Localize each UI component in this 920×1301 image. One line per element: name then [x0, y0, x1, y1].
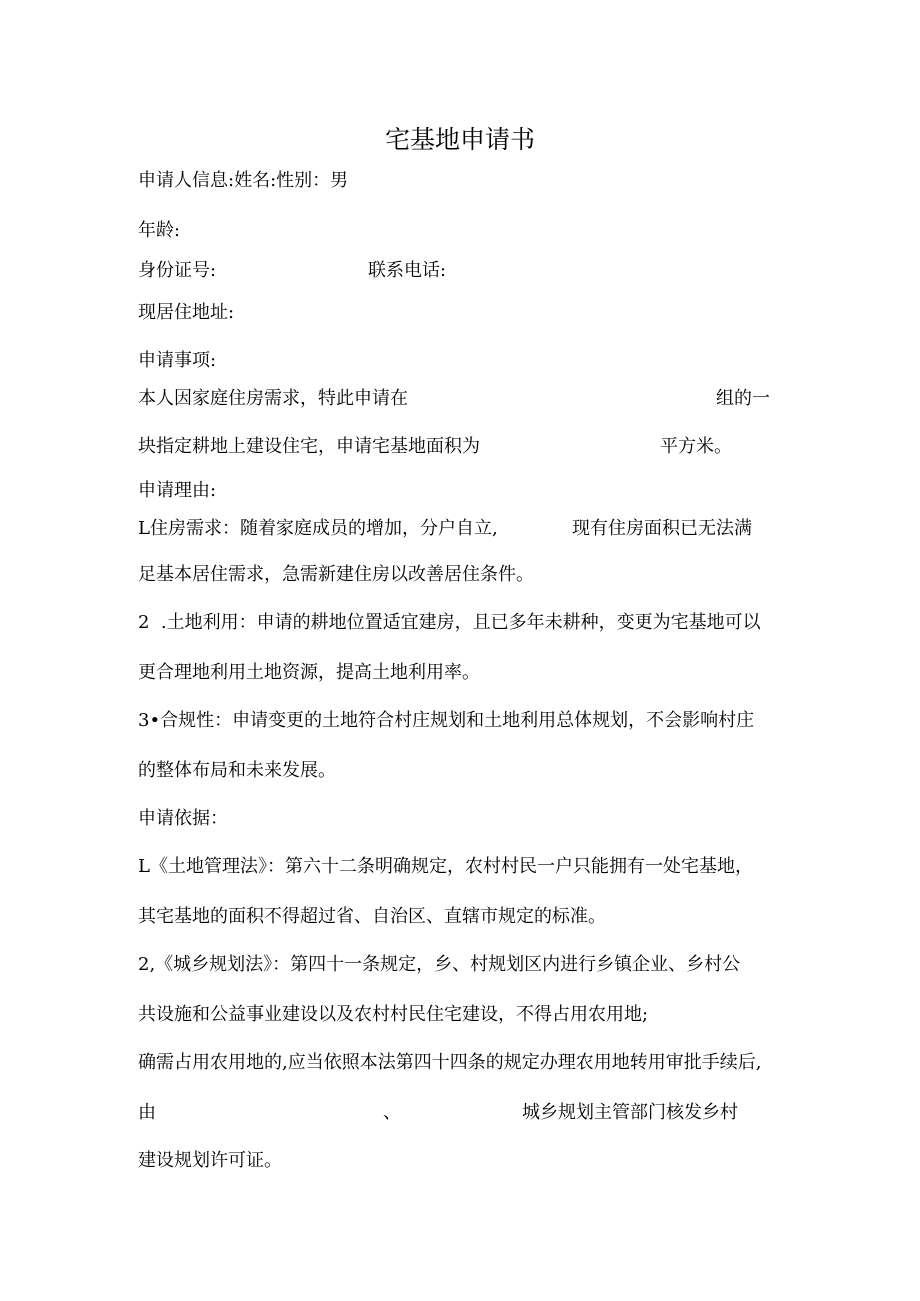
matters-line2-end: 平方米。	[660, 436, 732, 457]
applicant-info: 申请人信息:姓名:性别：男	[138, 170, 349, 191]
matters-line2-start: 块指定耕地上建设住宅，申请宅基地面积为	[138, 436, 480, 457]
document-title: 宅基地申请书	[384, 125, 535, 154]
basis2-line4-start: 由	[138, 1102, 156, 1123]
matters-heading: 申请事项:	[138, 350, 217, 371]
address-label: 现居住地址:	[138, 302, 235, 323]
reasons-heading: 申请理由:	[138, 480, 217, 501]
reason1-line1-start: L住房需求：随着家庭成员的增加，分户自立,	[138, 518, 498, 539]
basis1-line2: 其宅基地的面积不得超过省、自治区、直辖市规定的标准。	[138, 906, 606, 927]
reason3-line2: 的整体布局和未来发展。	[138, 760, 336, 781]
phone-label: 联系电话:	[368, 260, 447, 281]
basis2-line3: 确需占用农用地的,应当依照本法第四十四条的规定办理农用地转用审批手续后,	[138, 1052, 762, 1073]
reason2-line2: 更合理地利用土地资源，提高土地利用率。	[138, 662, 480, 683]
basis2-line1: 2,《城乡规划法》：第四十一条规定，乡、村规划区内进行乡镇企业、乡村公	[138, 954, 741, 975]
reason3-line1: 3•合规性：申请变更的土地符合村庄规划和土地利用总体规划，不会影响村庄	[138, 710, 755, 731]
reason2-line1: 2 .土地利用：申请的耕地位置适宜建房，且已多年未耕种，变更为宅基地可以	[138, 612, 761, 633]
basis2-line4-end: 城乡规划主管部门核发乡村	[522, 1102, 738, 1123]
age-label: 年龄:	[138, 220, 181, 241]
id-number-label: 身份证号:	[138, 260, 217, 281]
basis2-line4-separator: 、	[383, 1102, 401, 1123]
matters-line1-start: 本人因家庭住房需求，特此申请在	[138, 388, 408, 409]
basis1-line1: L《土地管理法》：第六十二条明确规定，农村村民一户只能拥有一处宅基地，	[138, 856, 753, 877]
basis2-line5: 建设规划许可证。	[138, 1150, 282, 1171]
basis-heading: 申请依据：	[138, 808, 228, 829]
reason1-line2: 足基本居住需求，急需新建住房以改善居住条件。	[138, 564, 534, 585]
basis2-line2: 共设施和公益事业建设以及农村村民住宅建设，不得占用农用地;	[138, 1004, 649, 1025]
reason1-line1-end: 现有住房面积已无法满	[572, 518, 752, 539]
matters-line1-end: 组的一	[716, 388, 770, 409]
